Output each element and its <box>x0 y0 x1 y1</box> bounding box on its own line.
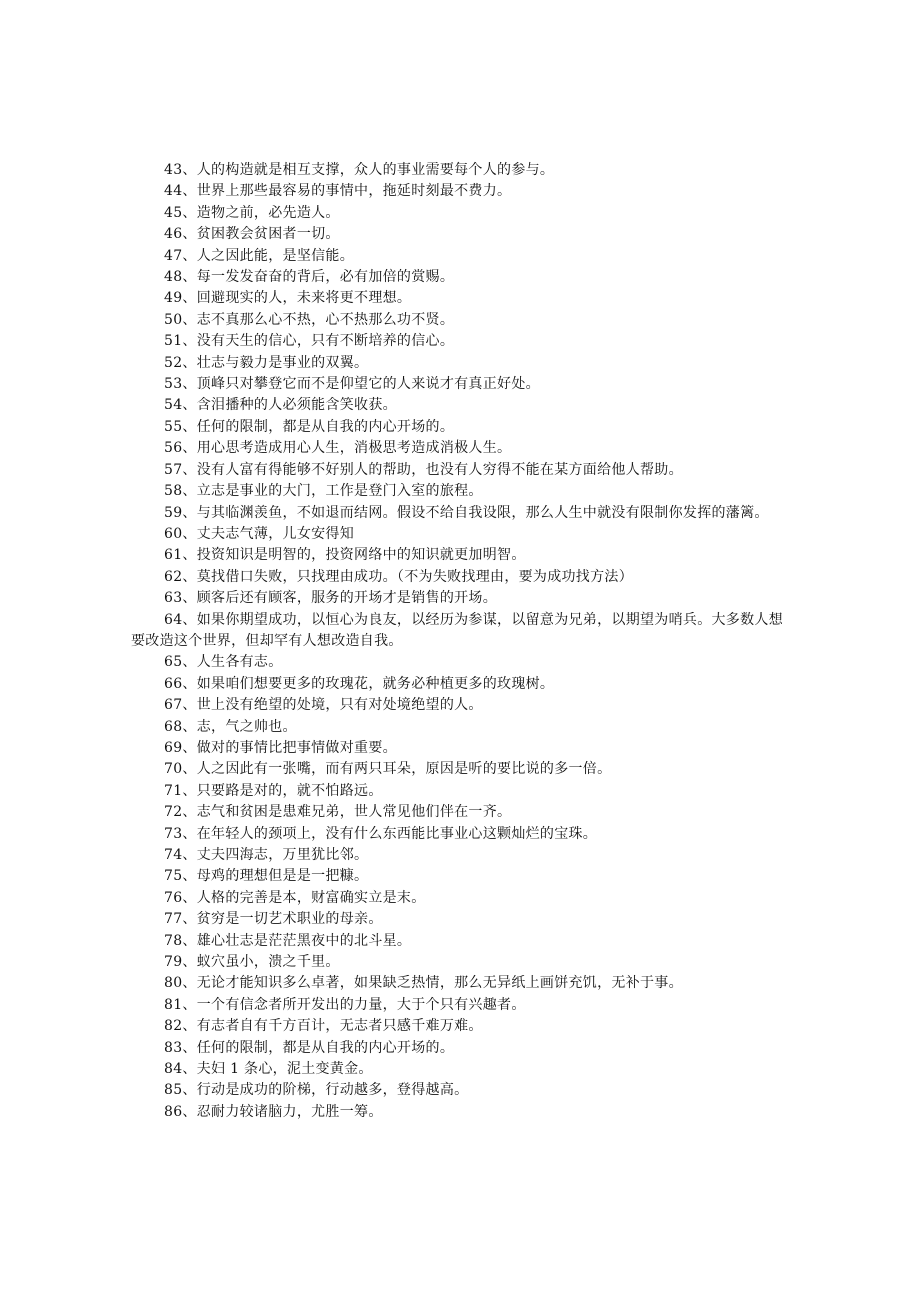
quote-line: 69、做对的事情比把事情做对重要。 <box>164 739 397 756</box>
quote-line: 68、志，气之帅也。 <box>164 718 297 735</box>
quote-line: 55、任何的限制，都是从自我的内心开场的。 <box>164 418 455 435</box>
quote-line: 58、立志是事业的大门，工作是登门入室的旅程。 <box>164 483 483 500</box>
quote-line: 57、没有人富有得能够不好别人的帮助，也没有人穷得不能在某方面给他人帮助。 <box>164 461 683 478</box>
quote-line: 62、莫找借口失败，只找理由成功。（不为失败找理由，要为成功找方法） <box>164 568 634 585</box>
quote-line: 50、志不真那么心不热，心不热那么功不贤。 <box>164 311 455 328</box>
quote-line: 85、行动是成功的阶梯，行动越多，登得越高。 <box>164 1082 469 1099</box>
quote-line: 59、与其临渊羡鱼，不如退而结网。假设不给自我设限，那么人生中就没有限制你发挥的藩篱。 <box>164 504 769 521</box>
quote-line: 63、顾客后还有顾客，服务的开场才是销售的开场。 <box>164 590 498 607</box>
quote-line: 45、造物之前，必先造人。 <box>164 204 340 221</box>
quote-line: 65、人生各有志。 <box>164 654 283 671</box>
quote-line: 49、回避现实的人，未来将更不理想。 <box>164 290 412 307</box>
quote-line: 48、每一发发奋奋的背后，必有加倍的赏赐。 <box>164 269 455 286</box>
quote-line: 67、世上没有绝望的处境，只有对处境绝望的人。 <box>164 697 483 714</box>
quote-line: 72、志气和贫困是患难兄弟，世人常见他们伴在一齐。 <box>164 804 512 821</box>
quote-line: 82、有志者自有千方百计，无志者只感千难万难。 <box>164 1018 483 1035</box>
quote-line: 44、世界上那些最容易的事情中，拖延时刻最不费力。 <box>164 183 512 200</box>
quote-line: 66、如果咱们想要更多的玫瑰花，就务必种植更多的玫瑰树。 <box>164 675 555 692</box>
quote-line: 43、人的构造就是相互支撑，众人的事业需要每个人的参与。 <box>164 162 555 178</box>
quote-line: 75、母鸡的理想但是是一把糠。 <box>164 868 369 885</box>
quote-line: 60、丈夫志气薄，儿女安得知 <box>164 525 355 542</box>
quote-line: 47、人之因此能，是坚信能。 <box>164 247 355 264</box>
quote-line: 54、含泪播种的人必须能含笑收获。 <box>164 397 397 414</box>
quote-line: 52、壮志与毅力是事业的双翼。 <box>164 354 369 371</box>
quote-line: 76、人格的完善是本，财富确实立是末。 <box>164 889 426 906</box>
quote-line: 71、只要路是对的，就不怕路远。 <box>164 782 383 799</box>
quote-line: 56、用心思考造成用心人生，消极思考造成消极人生。 <box>164 440 512 457</box>
quote-line: 70、人之因此有一张嘴，而有两只耳朵，原因是听的要比说的多一倍。 <box>164 761 612 778</box>
quote-line: 61、投资知识是明智的，投资网络中的知识就更加明智。 <box>164 547 526 564</box>
quote-line: 77、贫穷是一切艺术职业的母亲。 <box>164 911 383 928</box>
document-body <box>131 160 785 1123</box>
quote-line: 84、夫妇 1 条心，泥土变黄金。 <box>164 1061 373 1078</box>
quote-line: 81、一个有信念者所开发出的力量，大于个只有兴趣者。 <box>164 996 526 1013</box>
quote-line: 51、没有天生的信心，只有不断培养的信心。 <box>164 333 455 350</box>
quote-line: 79、蚁穴虽小，溃之千里。 <box>164 954 340 971</box>
quote-line: 78、雄心壮志是茫茫黑夜中的北斗星。 <box>164 932 412 949</box>
quote-line: 74、丈夫四海志，万里犹比邻。 <box>164 847 369 863</box>
quote-line: 80、无论才能知识多么卓著，如果缺乏热情，那么无异纸上画饼充饥，无补于事。 <box>164 975 683 992</box>
quote-line: 46、贫困教会贫困者一切。 <box>164 226 340 243</box>
quote-line: 86、忍耐力较诸脑力，尤胜一筹。 <box>164 1103 383 1120</box>
quote-line: 64、如果你期望成功，以恒心为良友，以经历为参谋，以留意为兄弟，以期望为哨兵。大多数人想要改造这个世界，但却罕有人想改造自我。 <box>131 611 784 649</box>
quote-line: 73、在年轻人的颈项上，没有什么东西能比事业心这颗灿烂的宝珠。 <box>164 825 598 842</box>
quote-line: 53、顶峰只对攀登它而不是仰望它的人来说才有真正好处。 <box>164 376 540 393</box>
quote-line: 83、任何的限制，都是从自我的内心开场的。 <box>164 1039 455 1056</box>
